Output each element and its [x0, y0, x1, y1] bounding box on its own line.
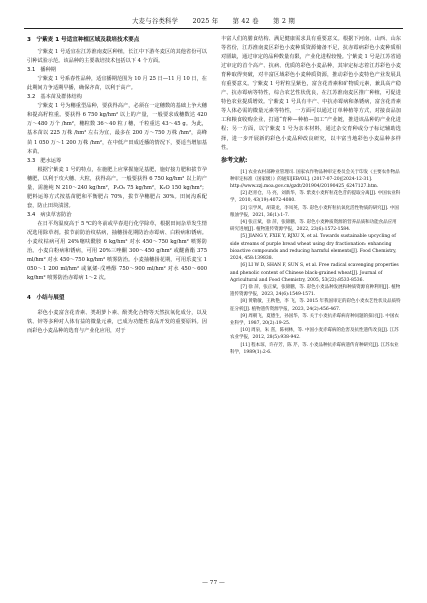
- journal-name: 大麦与谷类科学: [132, 17, 179, 25]
- journal-volume: 第 42 卷: [232, 17, 259, 25]
- reference-list: [221, 169, 401, 356]
- journal-issue: 第 2 期: [273, 17, 295, 25]
- paragraph: 宁紫麦 1 号系春性品种，适宜播期范围为 10 月 25 日—11 月 10 日，在此期间力争适期早播，确保齐苗，以利于高产。: [27, 76, 207, 92]
- reference-item: [5] JIANG Y, FXIE Y, RJXU X, et al. Towards sustainable upcycling of side streams of purple bread wheat using dry fractionation: enhancing bioactive compounds and reducing harmful elements[J]. Food Chemistry, 2024, 458:139838.: [230, 234, 397, 262]
- paragraph: 丰富人们的膳食结构、满足健康需求具有重要意义。根据下河南、山西、山东等省份，江苏淮南麦区彩色小麦种质资源储备不足，抗赤霉病彩色小麦种质相对匮缺，通过审定的品种数量有限，产业化进程较慢。宁紫麦 1 号是江苏省通过审定的首个高产、抗病、优质的彩色小麦品种，其审定标志着江苏彩色小麦育种取得突破，对丰富区域彩色小麦种质资源，推动彩色小麦特色产业发展具有重要意义。宁紫麦 1 号籽粒呈紫色，富含花青素和矿物质元素，兼具高产稳产、抗赤霉病等特性，综合农艺性状优良，在江苏淮南麦区推广种植，可促进特色农业提质增效。宁紫麦 1 号具有丰产、中抗赤霉病和条锈病，富含花青素等人体必需的微量元素等特性，一方面可以通过订单种植等方式，对接食品加工和粮食收购企业，打通“育种—种植—加工”产业链，推进该品种的产业化进程；另一方面，以宁紫麦 1 号为亲本材料，通过杂交育种或分子标记辅助选择，进一步开展新的彩色小麦品种改良研究，以丰富当地彩色小麦品种多样性。: [221, 36, 401, 151]
- paragraph: 根据宁紫麦 1 号的特点，在施肥上应掌握施足基肥，施好接力肥和拔节孕穗肥，以利于攻大穗、大粒，获得高产。一般要获得 6 750 kg/hm² 以上的产量，需施纯 N 210～240 kg/hm²，P₂O₅ 75 kg/hm²，K₂O 150 kg/hm²；肥料运筹方式按基苗肥和平衡肥占 70%，拔节孕穗肥占 30%。田间沟系配套，防止田块渍涝。: [27, 166, 207, 209]
- reference-item: [3] 宗学风，胡秉龙，李凤英，等. 彩色小麦籽粒抗氧化活性物质的研究[J]. 中国粮油学报，2021, 36(1):1-7.: [230, 205, 399, 218]
- subsection-3-3-heading: 3.3 肥水运筹: [27, 157, 62, 164]
- paragraph: 宁紫麦 1 号为穗重型品种，要获得高产，必须在一定穗数的基础上争大穗和提高籽粒重。要获得 6 750 kg/hm² 以上的产量，一般要求成穗数达 420 万～480 万个 /hm²，穗粒数 36～40 粒 / 穗，千粒重达 43～45 g。为此，基本苗以 225 万株 /hm² 左右为宜，最多在 200 万～750 万株 /hm²，高峰苗 1 050 万～1 200 万株 /hm²，在中低产田成近播的情况下，要适当增加基本苗。: [27, 103, 207, 155]
- reference-item: [9] 周朝飞，夏德生，孙国华，等. 关于小麦抗赤霉病育种问题的探讨[J]. 中国农业科学，1987, 20(2):19-25.: [230, 313, 399, 326]
- page-number: — 77 —: [202, 580, 225, 586]
- paragraph: 宁紫麦 1 号适宜在江苏淮南麦区种植，长江中下游冬麦区的其他省份可以引种试验示范。该品种的主要栽培技术包括以下 4 个方面。: [27, 49, 207, 65]
- right-column: [221, 35, 401, 356]
- subsection-3-1-heading: 3.1 播种期: [27, 67, 56, 74]
- header-rule: [24, 28, 403, 29]
- paragraph: 彩色小麦富含花青素、类胡萝卜素、酚类化合物等天然抗氧化成分，以及铁、锌等多种对人体有益的微量元素，已成为功能性食品开发的重要原料。因而彩色小麦品种的选育与产业化应用，对于: [27, 310, 207, 335]
- reference-item: [7] 徐 萍，张正斌，张锦鹏，等. 彩色小麦品种发展和种质资源育种利用[J]. 植物遗传资源学报，2023, 24(6):1549-1571.: [230, 284, 401, 298]
- subsection-3-2-heading: 3.2 基本苗及群体结构: [27, 94, 82, 101]
- section-3-heading: 3 宁紫麦 1 号适宜种植区域及栽培技术要点: [27, 37, 140, 43]
- reference-item: [1] 农业农村部种业管理司. 国家农作物品种审定委员会关于印发《主要农作物品种审定标准（国家级）》的通知[EB/OL]. (2017-07-20)[2024-12-31]. http://www.zzj.moa.gov.cn/gzdt/201904/20190425_6247127.htm.: [230, 169, 400, 190]
- journal-year: 2025 年: [192, 17, 219, 25]
- reference-item: [4] 张正斌，徐 萍，张锦鹏，等. 彩色小麦种质资源的营养品质和功能食品应用研究进展[J]. 植物遗传资源学报，2022, 23(6):1572-1584.: [230, 220, 397, 233]
- reference-item: [8] 黄敬敏，王秋艳，李 飞，等. 2015 年我国审定的彩色小麦农艺性状及品质特征分析[J]. 植物遗传资源学报，2023, 24(2):456-467.: [230, 299, 401, 312]
- running-header: [24, 16, 403, 27]
- references-heading: 参考文献:: [221, 156, 248, 164]
- left-column: [27, 35, 207, 336]
- subsection-3-4-heading: 3.4 病虫草害防治: [27, 211, 72, 218]
- reference-item: [10] 周泉，朱 熹，陈祠林，等. 中国小麦赤霉病的危害及抗性遗传改良[J]. 江苏农业学报，2012, 28(5):938-942.: [230, 328, 399, 341]
- reference-item: [2] 赵青仓，马 亮，刘新华，等. 紫麦小麦籽粒花色苷的提取分离[J]. 中国农业科学，2010, 43(19):4072-4080.: [230, 191, 401, 204]
- paragraph: 在日平均温度高于 5 ℃的冬前或早春进行化学除草，根据田间杂草发生情况选用除草剂。拔节前防治纹枯病，抽穗扬花期防治赤霉病、白粉病和锈病。小麦纹枯病可用 24%噻呋酰胺 6 kg/hm² 对水 450～750 kg/hm² 喷雾防治。小麦白粉病和锈病，可用 20%三唑酮 300～450 g/hm² 或醚菌酯 375 ml/hm² 对水 450～750 kg/hm² 喷雾防治。小麦抽穗扬花期，可用乐麦宝 1 050～1 200 ml/hm² 或氰烯·戊唑醇 750～900 ml/hm² 对水 450～600 kg/hm² 喷雾防治赤霉病 1～2 次。: [27, 220, 207, 282]
- section-4-heading: 4 小结与展望: [27, 295, 65, 302]
- reference-item: [11] 程本琼，许存芳，陈 芹，等. 小麦品种抗赤霉病遗传育种研究[J]. 江苏农业科学，1989(1):2-6.: [230, 342, 399, 355]
- reference-item: [6] LI W D, SHAN F, SUN S, et al. Free radical scavenging properties and phenolic content of Chinese black-grained wheat[J]. Journal of Agricultural and Food Chemistry, 2005, 53(22):8533-8536.: [230, 263, 399, 283]
